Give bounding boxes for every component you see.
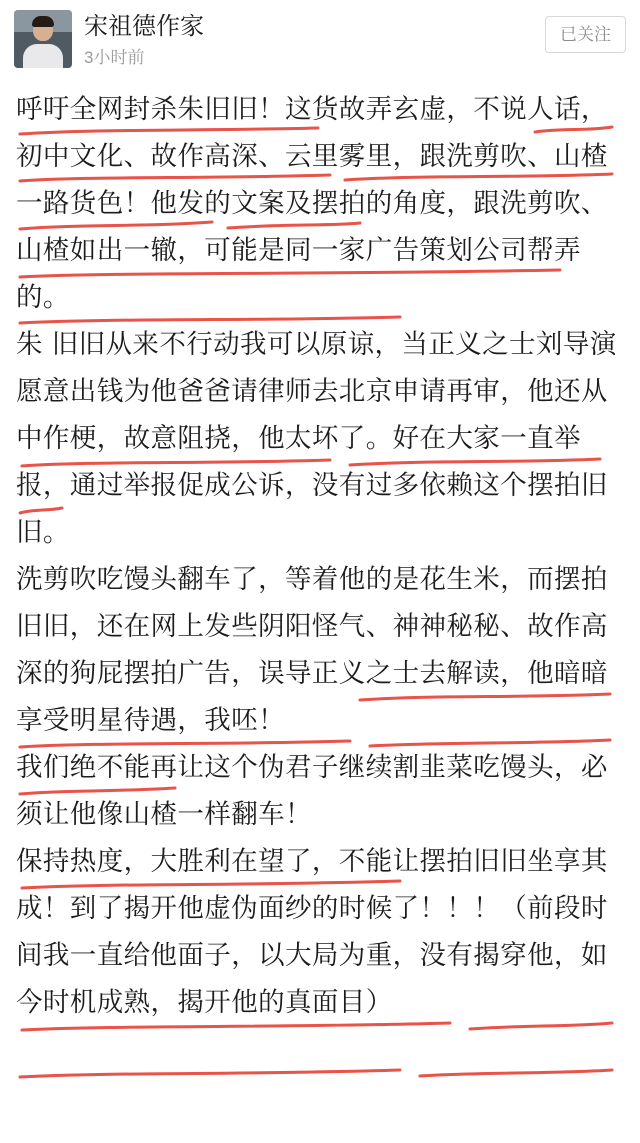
post-paragraph: 朱 旧旧从来不行动我可以原谅，当正义之士刘导演愿意出钱为他爸爸请律师去北京申请再审，他还从中作梗，故意阻挠，他太坏了。好在大家一直举报，通过举报促成公诉，没有过多依赖这个摆拍旧旧。 [16, 329, 617, 548]
follow-button[interactable]: 已关注 [545, 16, 626, 53]
post-content [0, 78, 640, 1026]
post-paragraph: 保持热度，大胜利在望了，不能让摆拍旧旧坐享其成！到了揭开他虚伪面纱的时候了！！！（前段时间我一直给他面子，以大局为重，没有揭穿他，如今时机成熟，揭开他的真面目） [16, 846, 608, 1018]
post-timestamp: 3小时前 [84, 48, 145, 67]
avatar-hair [32, 16, 54, 27]
author-block [84, 10, 545, 70]
post-paragraph: 我们绝不能再让这个伪君子继续割韭菜吃馒头，必须让他像山楂一样翻车！ [16, 752, 608, 830]
post-paragraph: 呼吁全网封杀朱旧旧！这货故弄玄虚，不说人话，初中文化、故作高深、云里雾里，跟洗剪吹、山楂一路货色！他发的文案及摆拍的角度，跟洗剪吹、山楂如出一辙，可能是同一家广告策划公司帮弄的。 [16, 94, 608, 313]
author-name[interactable]: 宋祖德作家 [84, 13, 204, 40]
post-paragraph: 洗剪吹吃馒头翻车了，等着他的是花生米，而摆拍旧旧，还在网上发些阴阳怪气、神神秘秘、故作高深的狗屁摆拍广告，误导正义之士去解读，他暗暗享受明星待遇，我呸！ [16, 564, 608, 736]
post-header [0, 0, 640, 78]
avatar-body [23, 44, 63, 68]
avatar[interactable] [14, 10, 72, 68]
